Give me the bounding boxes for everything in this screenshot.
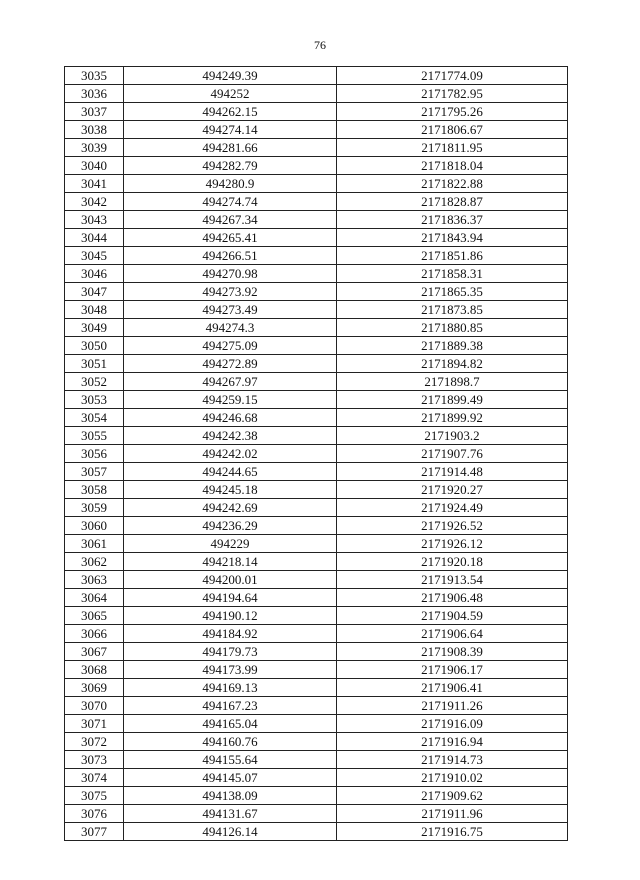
x-coordinate-cell: 494267.34: [124, 211, 337, 229]
x-coordinate-cell: 494252: [124, 85, 337, 103]
point-number-cell: 3062: [65, 553, 124, 571]
table-row: [65, 679, 568, 697]
table-row: [65, 211, 568, 229]
x-coordinate-cell: 494131.67: [124, 805, 337, 823]
x-coordinate-cell: 494200.01: [124, 571, 337, 589]
x-coordinate-cell: 494272.89: [124, 355, 337, 373]
table-row: [65, 229, 568, 247]
x-coordinate-cell: 494267.97: [124, 373, 337, 391]
x-coordinate-cell: 494273.49: [124, 301, 337, 319]
x-coordinate-cell: 494259.15: [124, 391, 337, 409]
x-coordinate-cell: 494236.29: [124, 517, 337, 535]
table-row: [65, 751, 568, 769]
x-coordinate-cell: 494242.02: [124, 445, 337, 463]
y-coordinate-cell: 2171899.49: [337, 391, 568, 409]
table-row: [65, 193, 568, 211]
point-number-cell: 3038: [65, 121, 124, 139]
x-coordinate-cell: 494126.14: [124, 823, 337, 841]
x-coordinate-cell: 494167.23: [124, 697, 337, 715]
x-coordinate-cell: 494274.14: [124, 121, 337, 139]
y-coordinate-cell: 2171907.76: [337, 445, 568, 463]
coordinates-table: [64, 66, 568, 841]
point-number-cell: 3061: [65, 535, 124, 553]
y-coordinate-cell: 2171906.17: [337, 661, 568, 679]
x-coordinate-cell: 494229: [124, 535, 337, 553]
point-number-cell: 3064: [65, 589, 124, 607]
y-coordinate-cell: 2171916.94: [337, 733, 568, 751]
table-row: [65, 481, 568, 499]
x-coordinate-cell: 494280.9: [124, 175, 337, 193]
point-number-cell: 3036: [65, 85, 124, 103]
table-row: [65, 157, 568, 175]
table-row: [65, 337, 568, 355]
y-coordinate-cell: 2171782.95: [337, 85, 568, 103]
y-coordinate-cell: 2171818.04: [337, 157, 568, 175]
point-number-cell: 3077: [65, 823, 124, 841]
page-number: 76: [314, 38, 326, 52]
point-number-cell: 3065: [65, 607, 124, 625]
table-row: [65, 373, 568, 391]
table-row: [65, 301, 568, 319]
y-coordinate-cell: 2171836.37: [337, 211, 568, 229]
y-coordinate-cell: 2171924.49: [337, 499, 568, 517]
y-coordinate-cell: 2171899.92: [337, 409, 568, 427]
point-number-cell: 3053: [65, 391, 124, 409]
y-coordinate-cell: 2171906.64: [337, 625, 568, 643]
y-coordinate-cell: 2171916.09: [337, 715, 568, 733]
x-coordinate-cell: 494218.14: [124, 553, 337, 571]
table-row: [65, 769, 568, 787]
point-number-cell: 3047: [65, 283, 124, 301]
x-coordinate-cell: 494249.39: [124, 67, 337, 85]
table-row: [65, 787, 568, 805]
x-coordinate-cell: 494274.74: [124, 193, 337, 211]
table-row: [65, 409, 568, 427]
point-number-cell: 3069: [65, 679, 124, 697]
point-number-cell: 3040: [65, 157, 124, 175]
table-row: [65, 823, 568, 841]
point-number-cell: 3041: [65, 175, 124, 193]
table-row: [65, 535, 568, 553]
table-row: [65, 625, 568, 643]
y-coordinate-cell: 2171906.41: [337, 679, 568, 697]
y-coordinate-cell: 2171910.02: [337, 769, 568, 787]
point-number-cell: 3046: [65, 265, 124, 283]
point-number-cell: 3035: [65, 67, 124, 85]
x-coordinate-cell: 494155.64: [124, 751, 337, 769]
table-row: [65, 517, 568, 535]
y-coordinate-cell: 2171889.38: [337, 337, 568, 355]
x-coordinate-cell: 494275.09: [124, 337, 337, 355]
point-number-cell: 3039: [65, 139, 124, 157]
table-row: [65, 589, 568, 607]
point-number-cell: 3071: [65, 715, 124, 733]
y-coordinate-cell: 2171858.31: [337, 265, 568, 283]
y-coordinate-cell: 2171908.39: [337, 643, 568, 661]
table-row: [65, 319, 568, 337]
table-row: [65, 121, 568, 139]
y-coordinate-cell: 2171828.87: [337, 193, 568, 211]
y-coordinate-cell: 2171903.2: [337, 427, 568, 445]
y-coordinate-cell: 2171795.26: [337, 103, 568, 121]
point-number-cell: 3056: [65, 445, 124, 463]
x-coordinate-cell: 494242.69: [124, 499, 337, 517]
y-coordinate-cell: 2171916.75: [337, 823, 568, 841]
point-number-cell: 3076: [65, 805, 124, 823]
point-number-cell: 3050: [65, 337, 124, 355]
table-row: [65, 265, 568, 283]
y-coordinate-cell: 2171873.85: [337, 301, 568, 319]
table-row: [65, 553, 568, 571]
point-number-cell: 3066: [65, 625, 124, 643]
x-coordinate-cell: 494274.3: [124, 319, 337, 337]
point-number-cell: 3058: [65, 481, 124, 499]
y-coordinate-cell: 2171851.86: [337, 247, 568, 265]
point-number-cell: 3054: [65, 409, 124, 427]
point-number-cell: 3048: [65, 301, 124, 319]
table-row: [65, 85, 568, 103]
point-number-cell: 3059: [65, 499, 124, 517]
table-row: [65, 67, 568, 85]
x-coordinate-cell: 494245.18: [124, 481, 337, 499]
x-coordinate-cell: 494262.15: [124, 103, 337, 121]
y-coordinate-cell: 2171911.26: [337, 697, 568, 715]
table-row: [65, 103, 568, 121]
point-number-cell: 3060: [65, 517, 124, 535]
table-row: [65, 463, 568, 481]
x-coordinate-cell: 494138.09: [124, 787, 337, 805]
table-row: [65, 445, 568, 463]
table-row: [65, 697, 568, 715]
point-number-cell: 3037: [65, 103, 124, 121]
y-coordinate-cell: 2171920.18: [337, 553, 568, 571]
point-number-cell: 3072: [65, 733, 124, 751]
table-row: [65, 427, 568, 445]
x-coordinate-cell: 494169.13: [124, 679, 337, 697]
y-coordinate-cell: 2171806.67: [337, 121, 568, 139]
x-coordinate-cell: 494145.07: [124, 769, 337, 787]
y-coordinate-cell: 2171913.54: [337, 571, 568, 589]
point-number-cell: 3057: [65, 463, 124, 481]
x-coordinate-cell: 494194.64: [124, 589, 337, 607]
table-row: [65, 571, 568, 589]
x-coordinate-cell: 494179.73: [124, 643, 337, 661]
table-row: [65, 139, 568, 157]
point-number-cell: 3067: [65, 643, 124, 661]
point-number-cell: 3063: [65, 571, 124, 589]
point-number-cell: 3074: [65, 769, 124, 787]
x-coordinate-cell: 494281.66: [124, 139, 337, 157]
table-row: [65, 391, 568, 409]
y-coordinate-cell: 2171811.95: [337, 139, 568, 157]
point-number-cell: 3051: [65, 355, 124, 373]
y-coordinate-cell: 2171822.88: [337, 175, 568, 193]
point-number-cell: 3052: [65, 373, 124, 391]
point-number-cell: 3044: [65, 229, 124, 247]
point-number-cell: 3049: [65, 319, 124, 337]
table-row: [65, 175, 568, 193]
y-coordinate-cell: 2171894.82: [337, 355, 568, 373]
x-coordinate-cell: 494273.92: [124, 283, 337, 301]
point-number-cell: 3075: [65, 787, 124, 805]
table-row: [65, 607, 568, 625]
table-row: [65, 643, 568, 661]
point-number-cell: 3070: [65, 697, 124, 715]
x-coordinate-cell: 494165.04: [124, 715, 337, 733]
point-number-cell: 3068: [65, 661, 124, 679]
x-coordinate-cell: 494246.68: [124, 409, 337, 427]
point-number-cell: 3042: [65, 193, 124, 211]
table-row: [65, 661, 568, 679]
table-row: [65, 499, 568, 517]
x-coordinate-cell: 494270.98: [124, 265, 337, 283]
y-coordinate-cell: 2171914.73: [337, 751, 568, 769]
y-coordinate-cell: 2171880.85: [337, 319, 568, 337]
y-coordinate-cell: 2171898.7: [337, 373, 568, 391]
x-coordinate-cell: 494190.12: [124, 607, 337, 625]
point-number-cell: 3045: [65, 247, 124, 265]
x-coordinate-cell: 494173.99: [124, 661, 337, 679]
y-coordinate-cell: 2171774.09: [337, 67, 568, 85]
x-coordinate-cell: 494282.79: [124, 157, 337, 175]
y-coordinate-cell: 2171843.94: [337, 229, 568, 247]
table-row: [65, 247, 568, 265]
x-coordinate-cell: 494242.38: [124, 427, 337, 445]
y-coordinate-cell: 2171911.96: [337, 805, 568, 823]
y-coordinate-cell: 2171909.62: [337, 787, 568, 805]
table-row: [65, 715, 568, 733]
y-coordinate-cell: 2171926.12: [337, 535, 568, 553]
coordinates-table-body: [65, 67, 568, 841]
x-coordinate-cell: 494160.76: [124, 733, 337, 751]
x-coordinate-cell: 494265.41: [124, 229, 337, 247]
y-coordinate-cell: 2171926.52: [337, 517, 568, 535]
y-coordinate-cell: 2171906.48: [337, 589, 568, 607]
x-coordinate-cell: 494244.65: [124, 463, 337, 481]
y-coordinate-cell: 2171904.59: [337, 607, 568, 625]
table-row: [65, 733, 568, 751]
table-row: [65, 283, 568, 301]
table-row: [65, 805, 568, 823]
x-coordinate-cell: 494184.92: [124, 625, 337, 643]
y-coordinate-cell: 2171914.48: [337, 463, 568, 481]
point-number-cell: 3073: [65, 751, 124, 769]
x-coordinate-cell: 494266.51: [124, 247, 337, 265]
point-number-cell: 3055: [65, 427, 124, 445]
point-number-cell: 3043: [65, 211, 124, 229]
table-row: [65, 355, 568, 373]
y-coordinate-cell: 2171865.35: [337, 283, 568, 301]
y-coordinate-cell: 2171920.27: [337, 481, 568, 499]
